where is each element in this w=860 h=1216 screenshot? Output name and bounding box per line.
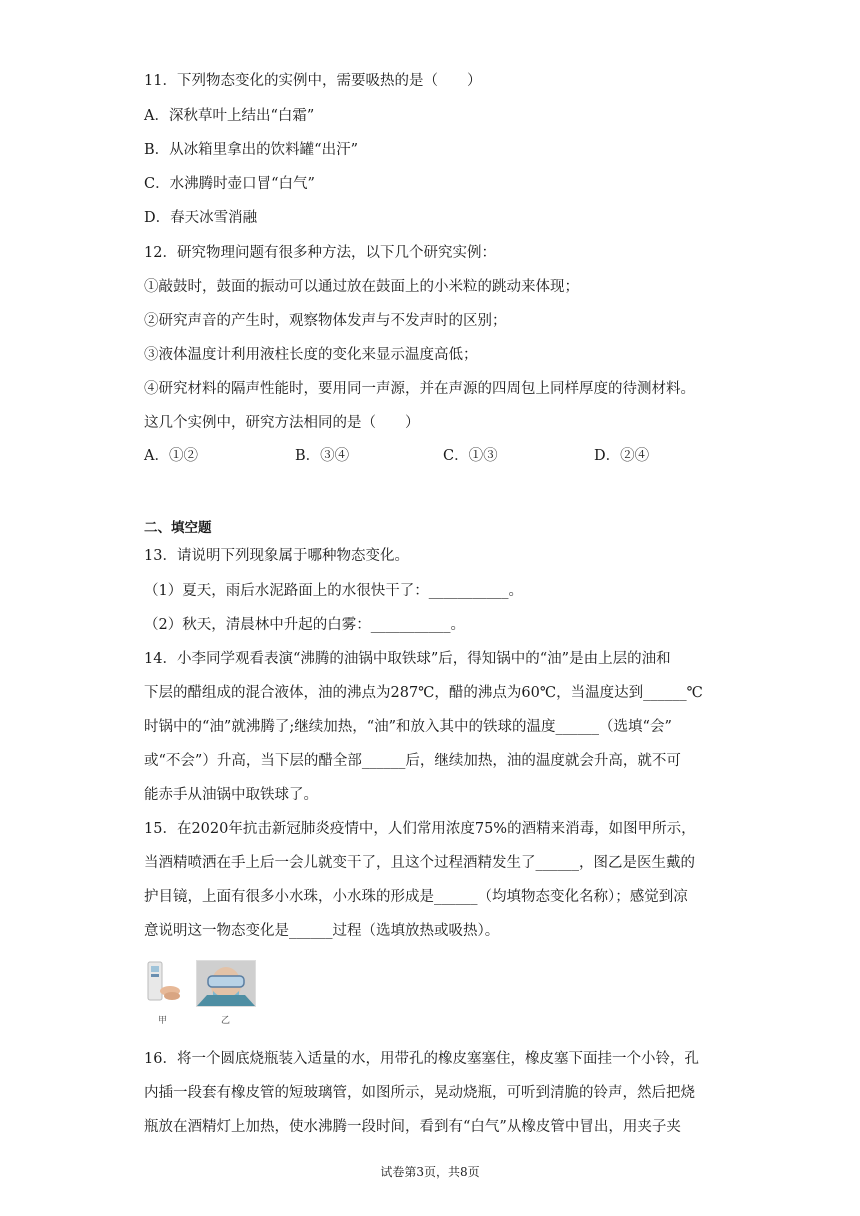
q13-stem: 13．请说明下列现象属于哪种物态变化。: [144, 548, 409, 564]
figure-jia-sanitizer: [145, 960, 181, 1005]
q11-option-d: D．春天冰雪消融: [144, 210, 258, 226]
q15-line-4: 意说明这一物态变化是______过程（选填放热或吸热）。: [144, 923, 500, 939]
q14-line-4: 或“不会”）升高，当下层的醋全部______后，继续加热，油的温度就会升高，就不可: [144, 753, 681, 769]
q11-option-a: A．深秋草叶上结出“白霜”: [144, 108, 315, 124]
figure-jia-caption: 甲: [158, 1016, 168, 1026]
q12-item-2: ②研究声音的产生时，观察物体发声与不发声时的区别；: [144, 313, 507, 329]
q13-part-1: （1）夏天，雨后水泥路面上的水很快干了：___________。: [144, 583, 523, 599]
q16-line-3: 瓶放在酒精灯上加热，使水沸腾一段时间，看到有“白气”从橡皮管中冒出，用夹子夹: [144, 1119, 681, 1135]
q12-item-3: ③液体温度计利用液柱长度的变化来显示温度高低；: [144, 347, 478, 363]
q11-stem: 11．下列物态变化的实例中，需要吸热的是（ ）: [144, 73, 482, 89]
q12-item-4: ④研究材料的隔声性能时，要用同一声源，并在声源的四周包上同样厚度的待测材料。: [144, 381, 695, 397]
q14-line-5: 能赤手从油锅中取铁球了。: [144, 787, 318, 803]
doctor-goggles-icon: [197, 961, 255, 1006]
page-footer: 试卷第3页，共8页: [380, 1165, 480, 1179]
q12-option-c: C．①③: [443, 448, 498, 464]
figure-yi-goggles: [196, 960, 256, 1007]
q12-option-b: B．③④: [295, 448, 350, 464]
sanitizer-dispenser-icon: [145, 960, 181, 1005]
q14-line-3: 时锅中的“油”就沸腾了;继续加热，“油”和放入其中的铁球的温度______（选填“会”: [144, 719, 672, 735]
q11-option-b: B．从冰箱里拿出的饮料罐“出汗”: [144, 142, 358, 158]
q15-line-3: 护目镜，上面有很多小水珠，小水珠的形成是______（均填物态变化名称）；感觉到凉: [144, 889, 688, 905]
q12-option-d: D．②④: [594, 448, 650, 464]
q15-line-2: 当酒精喷洒在手上后一会儿就变干了，且这个过程酒精发生了______，图乙是医生戴的: [144, 855, 695, 871]
q14-line-1: 14．小李同学观看表演“沸腾的油锅中取铁球”后，得知锅中的“油”是由上层的油和: [144, 651, 671, 667]
q14-line-2: 下层的醋组成的混合液体，油的沸点为287℃，醋的沸点为60℃，当温度达到______℃: [144, 685, 703, 701]
q12-stem: 12．研究物理问题有很多种方法，以下几个研究实例：: [144, 245, 496, 261]
figure-yi-caption: 乙: [221, 1016, 231, 1026]
q12-item-1: ①敲鼓时，鼓面的振动可以通过放在鼓面上的小米粒的跳动来体现；: [144, 279, 579, 295]
q15-line-1: 15．在2020年抗击新冠肺炎疫情中，人们常用浓度75%的酒精来消毒，如图甲所示，: [144, 821, 696, 837]
q16-line-1: 16．将一个圆底烧瓶装入适量的水，用带孔的橡皮塞塞住，橡皮塞下面挂一个小铃，孔: [144, 1051, 699, 1067]
q12-ask: 这几个实例中，研究方法相同的是（ ）: [144, 415, 420, 431]
q13-part-2: （2）秋天，清晨林中升起的白雾：___________。: [144, 617, 465, 633]
q16-line-2: 内插一段套有橡皮管的短玻璃管，如图所示，晃动烧瓶，可听到清脆的铃声，然后把烧: [144, 1085, 695, 1101]
q11-option-c: C．水沸腾时壶口冒“白气”: [144, 176, 315, 192]
section-title-fill-blank: 二、填空题: [144, 520, 212, 536]
q12-option-a: A．①②: [144, 448, 198, 464]
